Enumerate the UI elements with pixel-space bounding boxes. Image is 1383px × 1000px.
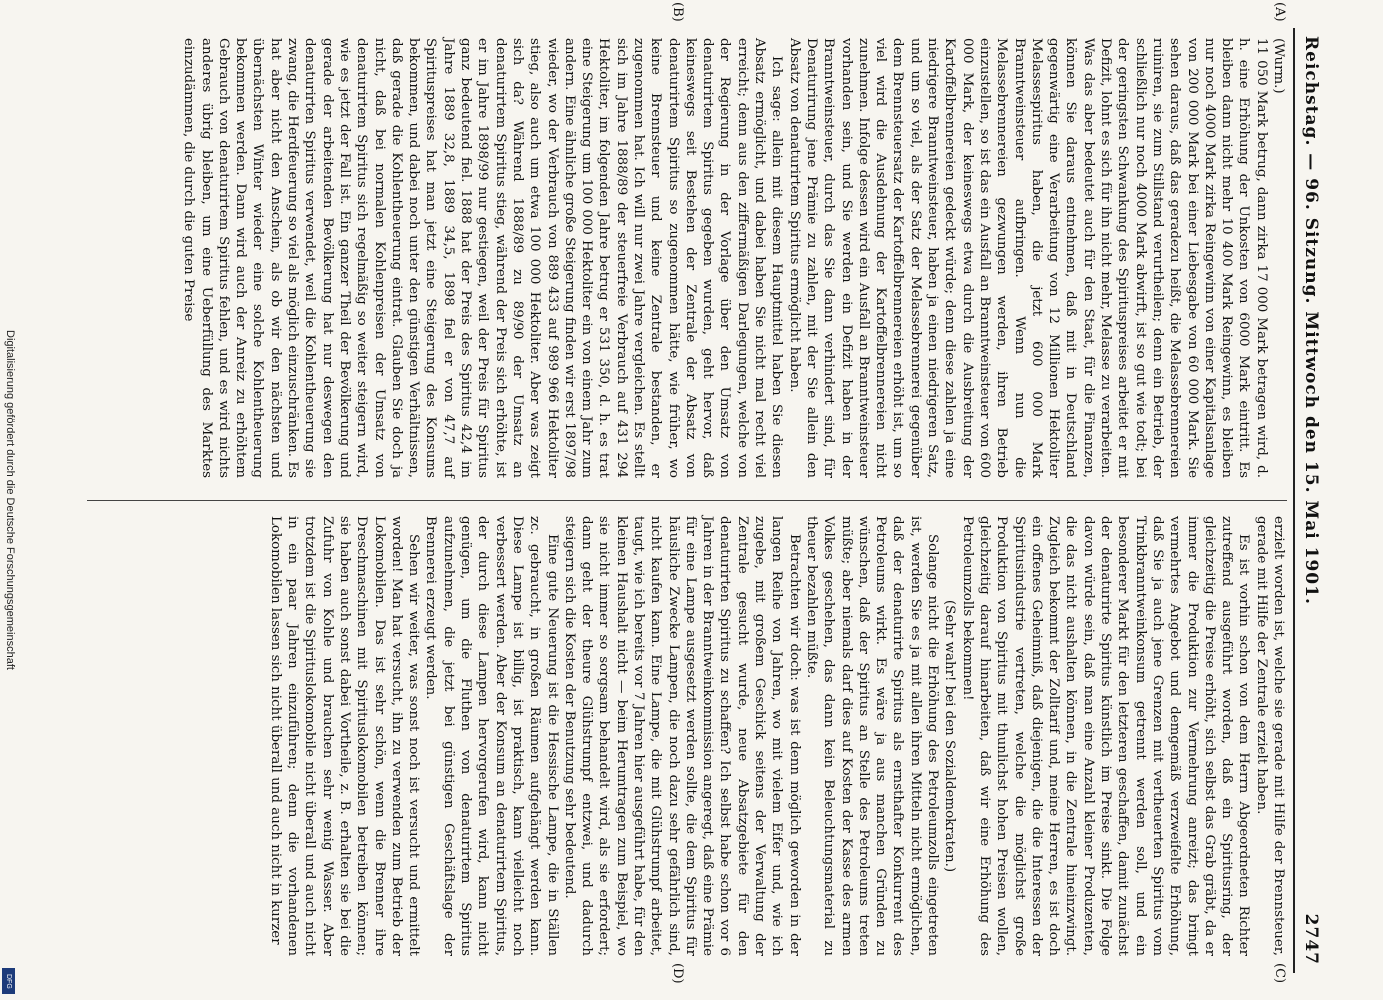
footer-text: Digitalisierung gefördert durch die Deutsche Forschungsgemeinschaft <box>4 330 16 670</box>
header-rule <box>1293 28 1295 973</box>
interjection: (Sehr wahr! bei den Sozialdemokraten.) <box>942 599 958 873</box>
right-paragraph-6: Sehen wir weiter, was sonst noch ist versucht und ermittelt worden! Man hat versucht, ihn zu verwenden zum Betrieb der Lokomobilen. Das ist sehr schön, wenn die Brenner ihre Dreschmaschinen mit Spirituslokomobilen betreiben können; sie haben auch sonst dabei Vortheile, z. B. erhalten sie bei die Zufuhr von Kohle und brauchen sehr wenig Wasser. Aber trotzdem ist die Spirituslokomobile nicht überall und auch nicht in ein paar Jahren einzuführen; denn die vorhandenen Lokomobilen lassen sich nicht überall und auch nicht in kurzer <box>267 516 422 956</box>
right-paragraph-5: Eine gute Neuerung ist die Hessische Lampe, die in Ställen zc. gebraucht, in großen Räumen aufgehängt werden kann. Diese Lampe ist billig, ist praktisch, kann vielleicht noch verbessert werden. Aber der Konsum an denaturirtem Spiritus, der durch diese Lampen hervorgerufen wird, kann nicht genügen, um die Fluthen von denaturirtem Spiritus aufzunehmen, die jetzt bei günstigen Geschäftslage der Brennerei erzeugt werden. <box>423 516 560 956</box>
digitization-footer <box>2 330 16 990</box>
running-header: Reichstag. — 96. Sitzung. Mittwoch den 15. Mai 1901. <box>1301 36 1321 605</box>
margin-mark-b: (B) <box>670 2 685 22</box>
left-paragraph-2: Ich sage: allein mit diesem Hauptmittel haben Sie diesen Absatz ermöglicht, und dabei haben Sie nicht mal recht viel erreicht; denn aus den ziffermäßigen Darlegungen, welche von der Regierung in der Vorlage über den Umsatz von denaturirtem Spiritus gegeben wurden, geht hervor, daß keineswegs seit Bestehen der Zentrale der Absatz von denaturirtem Spiritus so zugenommen hätte, wie früher, wo keine Brennsteuer und keine Zentrale bestanden, er zugenommen hat. Ich will nur zwei Jahre vergleichen. Es stellt sich im Jahre 1888/89 der steuerfreie Verbrauch auf 431 294 Hektoliter, im folgenden Jahre betrug er 531 350, d. h. es trat eine Steigerung um 100 000 Hektoliter ein von einem Jahr zum andern. Eine ähnliche große Steigerung finden wir erst 1897/98 wieder, wo der Verbrauch von 889 433 auf 989 966 Hektoliter stieg, also auch um etwa 100 000 Hektoliter. Aber was zeigt sich da? Während 1888/89 zu 89/90 der Umsatz an denaturirtem Spiritus stieg, während der Preis sich erhöhte, ist er im Jahre 1898/99 nur gestiegen, weil der Preis für Spiritus ganz bedeutend fiel. 1888 hat der Preis des Spiritus 42,4 im Jahre 1889 32,8, 1889 34,5, 1898 fiel er von 47,7 auf Spirituspreises hat man jetzt eine Steigerung des Konsums bekommen, und dabei noch unter den günstigen Verhältnissen, daß gerade die Kohlentheuerung eintrat. Glauben Sie doch ja nicht, daß bei normalen Kohlenpreisen der Umsatz von denaturirtem Spiritus sich regelmäßig so weiter steigern wird, wie es jetzt der Fall ist. Ein ganzer Theil der Bevölkerung und gerade der arbeitenden Bevölkerung hat nur deswegen den denaturirten Spiritus verwendet, weil die Kohlentheuerung sie zwang, die Herdfeuerung so viel als möglich einzuschränken. Es hat aber nicht den Anschein, als ob wir den nächsten und übernächsten Winter wieder eine solche Kohlentheuerung bekommen werden. Dann wird auch der Anreiz zu erhöhtem Gebrauch von denaturirtem Spiritus fehlen, und es wird nichts anderes übrig bleiben, um eine Ueberfüllung des Marktes einzudämmen, die durch die guten Preise <box>181 38 785 478</box>
right-paragraph-2: Es ist vorhin schon von dem Herrn Abgeordneten Richter zutreffend ausgeführt worden, daß ein Spiritusring, der gleichzeitig die Preise erhöht, sich selbst das Grab gräbt, da er immer die Produktion zur Vermehrung anreizt; das bringt vermehrtes Angebot und demgemäß verzweifelte Erhöhung, daß Sie ja auch jene Grenzen mit vertheuerten Spiritus vom Trinkbranntweinkonsum getrennt werden soll, und ein besonderer Markt für den letzteren geschaffen, damit zunächst der denaturirte Spiritus künstlich im Preise sinkt. Die Folge davon würde sein, daß man eine Anzahl kleiner Produzenten, die das nicht aushalten können, in die Zentrale hineinzwingt. Zugleich bekommt der Zolltarif und, meine Herren, es ist doch ein offenes Geheimniß, daß diejenigen, die die Interessen der Spiritusindustrie vertreten, welche die möglichst große Produktion von Spiritus mit thunlichst hohen Preisen wollen, gleichzeitig darauf hinarbeiten, daß wir eine Erhöhung des Petroleumzolls bekommen! <box>959 516 1252 956</box>
margin-mark-d: (D) <box>670 963 685 984</box>
left-column <box>180 38 1287 478</box>
right-paragraph-3: Solange nicht die Erhöhung des Petroleumzolls eingetreten ist, werden Sie es ja mit allen ihren Mitteln nicht ermöglichen, daß der denaturirte Spiritus als ernsthafter Konkurrent des Petroleums wirkt. Es wäre ja aus manchen Gründen zu wünschen, daß der Spiritus an Stelle des Petroleums treten müßte; aber niemals darf dies auf Kosten der Kasse des armen Volkes geschehen, das dann kein Beleuchtungsmaterial zu theuer bezahlen müßte. <box>803 516 941 956</box>
margin-mark-c: (C) <box>1272 963 1287 984</box>
left-paragraph-1: 11 050 Mark betrug, dann zirka 17 000 Mark betragen wird, d. h. eine Erhöhung der Unkosten von 6000 Mark eintritt. Es bleiben dann nicht mehr 10 400 Mark Reingewinn, es bleiben nur noch 4000 Mark zirka Reingewinn von einer Kapitalsanlage von 200 000 Mark bei einer Liebesgabe von 60 000 Mark. Sie sehen daraus, daß das geradezu heißt, die Melassebrennereien ruiniren, sie zum Stillstand verurtheilen; denn ein Betrieb, der schließlich nur noch 4000 Mark abwirft, ist so gut wie todt; bei der geringsten Schwankung des Spirituspreises arbeitet er mit Defizit, lohnt es sich für ihn nicht mehr, Melasse zu verarbeiten. Was das aber bedeutet auch für den Staat, für die Finanzen, können Sie daraus entnehmen, daß mit in Deutschland gegenwärtig eine Verarbeitung von 12 Millionen Hektoliter Melassespiritus haben, die jetzt 600 000 Mark Branntweinsteuer aufbringen. Wenn nun die Melassebrennereien gezwungen werden, ihren Betrieb einzustellen, so ist das ein Ausfall an Branntweinsteuer von 600 000 Mark, der keineswegs etwa durch die Ausbreitung der Kartoffelbrennereien gedeckt würde; denn diese zahlen ja eine niedrigere Branntweinsteuer, haben ja einen niedrigeren Satz, und um so viel, als der Satz der Melassebrennerei gegenüber dem Brennsteuersatz der Kartoffelbrennereien erhöht ist, um so viel wird die Ausdehnung der Kartoffelbrennereien nicht zunehmen. Infolge dessen wird ein Ausfall an Branntweinsteuer vorhanden sein, und Sie werden ein Defizit haben in der Branntweinsteuer, durch das Sie dann verhindert sind, für Denaturirung jene Prämie zu zahlen, mit der Sie allein den Absatz von denaturirtem Spiritus ermöglicht haben. <box>786 38 1269 478</box>
dfg-logo: DFG <box>2 968 15 994</box>
margin-mark-a: (A) <box>1272 2 1287 22</box>
speaker-label: (Wurm.) <box>1271 38 1286 94</box>
page-header <box>1295 28 1325 973</box>
rotated-page-content <box>85 2 1325 984</box>
right-paragraph-4: Betrachten wir doch: was ist denn möglich geworden in der langen Reihe von Jahren, wo mit vielem Eifer und, wie ich zugebe, mit großem Geschick seitens der Verwaltung der Zentrale gesucht wurde, neue Absatzgebiete für den denaturirten Spiritus zu schaffen? Ich selbst habe schon vor 6 Jahren in der Branntweinkommission angeregt, daß eine Prämie für eine Lampe ausgesetzt werden sollte, die dem Spiritus für häusliche Zwecke Lampen, die noch dazu sehr gefährlich sind, nicht kaufen kann. Eine Lampe, die mit Glühstrumpf arbeitet, taugt, wie ich bereits vor 7 Jahren hier ausgeführt habe, für den kleinen Haushalt nicht — beim Herumtragen zum Beispiel, wo sie nicht immer so sorgsam behandelt wird, als sie erfordert; dann geht der theure Glühstrumpf entzwei, und dadurch steigern sich die Kosten der Benutzung sehr bedeutend. <box>561 516 802 956</box>
right-column <box>266 516 1287 956</box>
page-number: 2747 <box>1301 913 1321 965</box>
right-paragraph-1: erzielt worden ist, welche sie gerade mit Hilfe der Brennsteuer, gerade mit Hilfe der Zentrale erzielt haben. <box>1253 516 1286 956</box>
column-separator <box>87 500 1287 501</box>
